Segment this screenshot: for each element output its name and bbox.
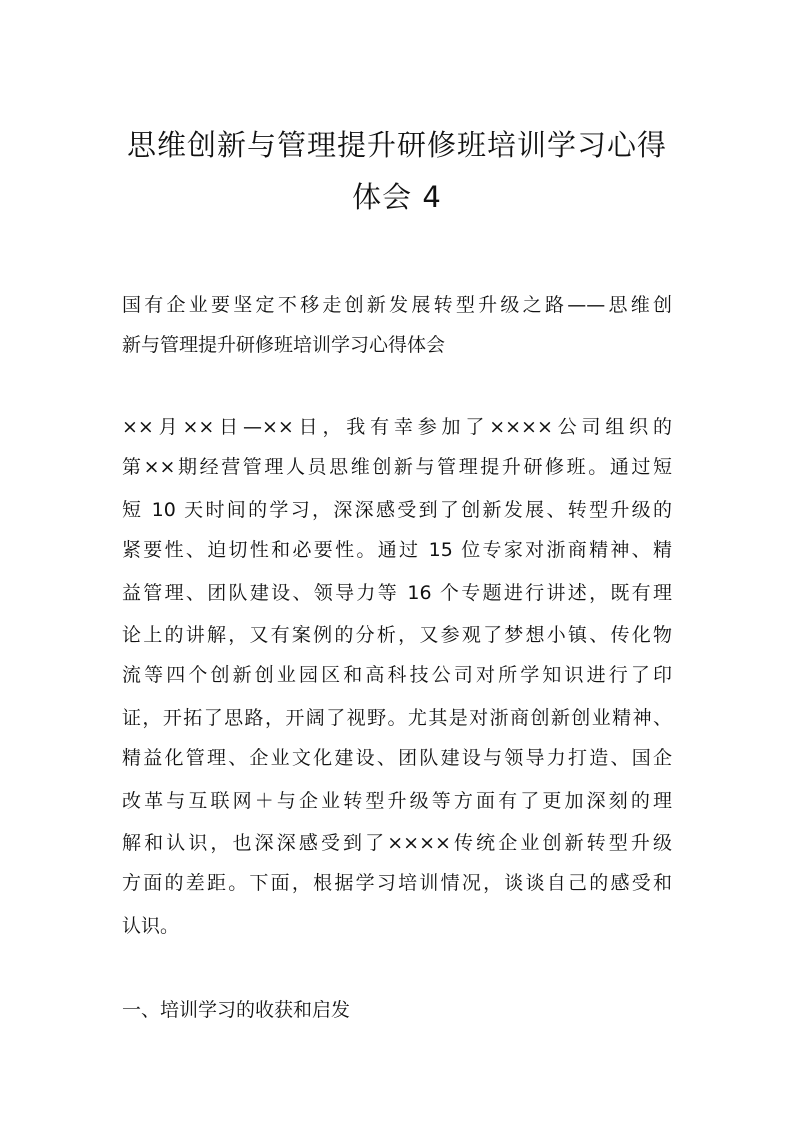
paragraph-line: 流等四个创新创业园区和高科技公司对所学知识进行了印: [122, 664, 672, 686]
paragraph-line: 精益化管理、企业文化建设、团队建设与领导力打造、国企: [122, 747, 672, 769]
document-title-line-1: 思维创新与管理提升研修班培训学习心得: [126, 128, 667, 162]
paragraph-line: ××月××日—××日，我有幸参加了××××公司组织的: [122, 416, 672, 438]
paragraph-line: 证，开拓了思路，开阔了视野。尤其是对浙商创新创业精神、: [122, 707, 672, 729]
paragraph-line: 第××期经营管理人员思维创新与管理提升研修班。通过短: [122, 456, 672, 478]
document-title-line-2: 体会 4: [352, 180, 442, 214]
paragraph-line: 益管理、团队建设、领导力等 16 个专题进行讲述，既有理: [122, 582, 672, 604]
paragraph-line: 紧要性、迫切性和必要性。通过 15 位专家对浙商精神、精: [122, 539, 672, 561]
paragraph-line: 论上的讲解，又有案例的分析，又参观了梦想小镇、传化物: [122, 624, 672, 646]
paragraph-line: 认识。: [122, 915, 180, 937]
paragraph-line: 改革与互联网＋与企业转型升级等方面有了更加深刻的理: [122, 790, 672, 812]
paragraph-line: 方面的差距。下面，根据学习培训情况，谈谈自己的感受和: [122, 872, 672, 894]
section-heading: 一、培训学习的收获和启发: [122, 999, 351, 1021]
subtitle-line-2: 新与管理提升研修班培训学习心得体会: [122, 334, 446, 356]
paragraph-line: 短 10 天时间的学习，深深感受到了创新发展、转型升级的: [122, 499, 672, 521]
paragraph-line: 解和认识，也深深感受到了××××传统企业创新转型升级: [122, 832, 672, 854]
subtitle-line-1: 国有企业要坚定不移走创新发展转型升级之路——思维创: [122, 294, 672, 316]
